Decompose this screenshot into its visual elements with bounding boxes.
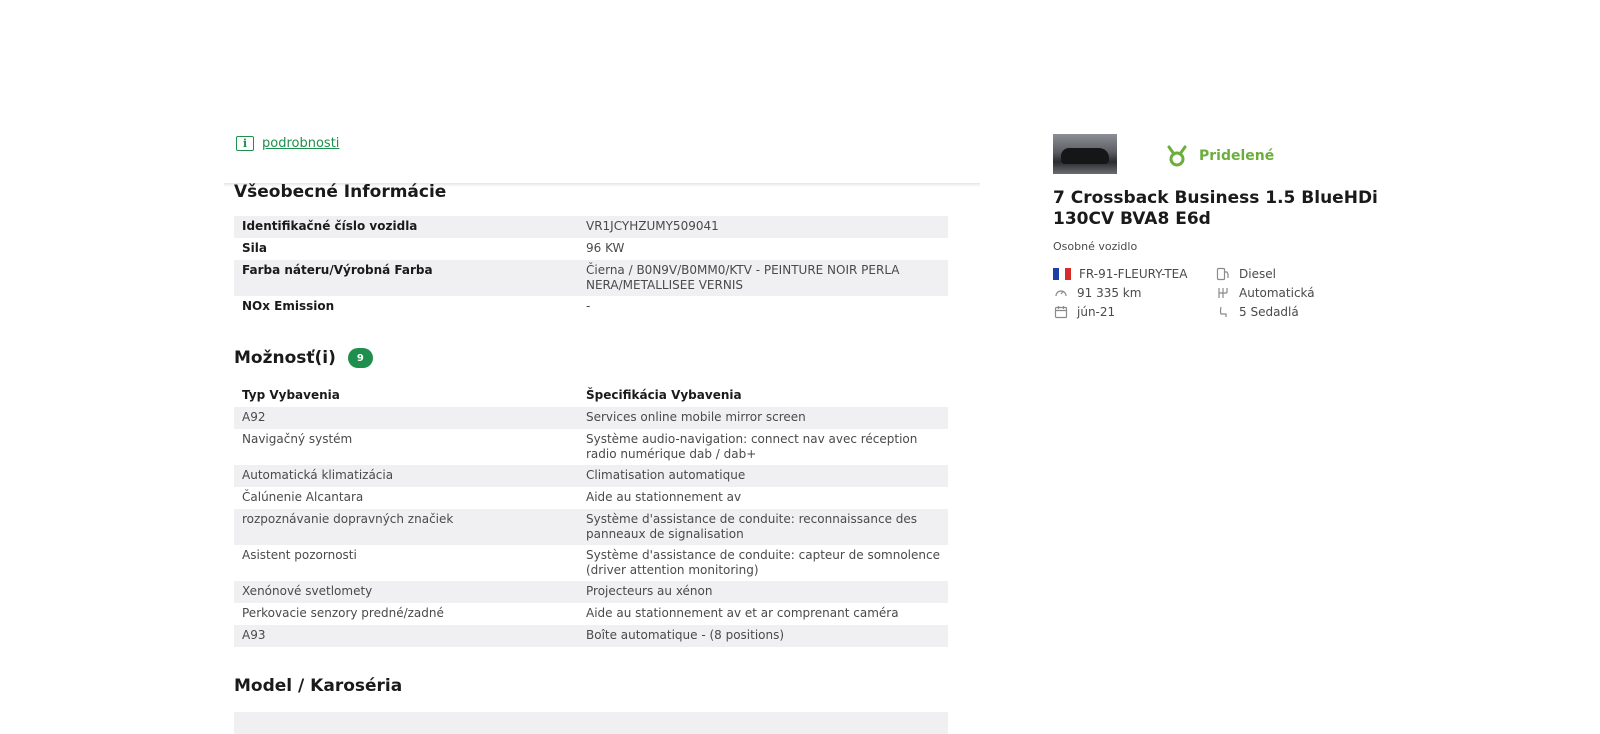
vehicle-type: Osobné vozidlo: [1053, 240, 1138, 253]
spec-row: [1053, 264, 1393, 283]
row-label: Farba náteru/Výrobná Farba: [242, 263, 433, 277]
option-spec: Climatisation automatique: [586, 468, 746, 482]
table-row: [234, 625, 948, 647]
row-label: Sila: [242, 241, 267, 255]
info-icon: i: [236, 136, 254, 151]
options-count-badge: 9: [348, 348, 373, 368]
option-spec: Projecteurs au xénon: [586, 584, 713, 598]
options-title: [234, 348, 373, 368]
table-row: [234, 216, 948, 238]
option-type: rozpoznávanie dopravných značiek: [242, 512, 454, 526]
seats-value: 5 Sedadlá: [1239, 304, 1299, 319]
row-value: Čierna / B0N9V/B0MM0/KTV - PEINTURE NOIR PERLA NERA/METALLISEE VERNIS: [586, 263, 900, 292]
table-row: [234, 545, 948, 581]
option-spec: Système d'assistance de conduite: reconnaissance des panneaux de signalisation: [586, 512, 918, 541]
spec-gearbox: [1215, 286, 1377, 300]
mileage-value: 91 335 km: [1077, 285, 1142, 300]
row-label: NOx Emission: [242, 299, 335, 313]
status-row: [1165, 144, 1274, 168]
row-value: [586, 715, 948, 731]
table-row: [234, 603, 948, 625]
option-type: A92: [242, 410, 266, 424]
table-row: [234, 238, 948, 260]
table-row: [234, 260, 948, 296]
gearbox-value: Automatická: [1239, 285, 1315, 300]
option-type: Xenónové svetlomety: [242, 584, 373, 598]
flag-fr-icon: [1053, 268, 1071, 280]
spec-mileage: [1053, 286, 1215, 300]
status-label: Pridelené: [1199, 148, 1275, 164]
fuel-value: Diesel: [1239, 266, 1276, 281]
table-row: [234, 509, 948, 545]
row-label: [234, 715, 586, 731]
row-value: VR1JCYHZUMY509041: [586, 219, 719, 233]
gearbox-icon: [1215, 286, 1231, 300]
details-link-row[interactable]: [236, 136, 339, 151]
row-value: 96 KW: [586, 241, 625, 255]
vehicle-title[interactable]: 7 Crossback Business 1.5 BlueHDi 130CV BVA8 E6d: [1053, 188, 1378, 229]
table-row: [234, 581, 948, 603]
option-type: Navigačný systém: [242, 432, 353, 446]
options-table: [234, 385, 948, 647]
car-silhouette: [1061, 148, 1109, 164]
award-ribbon-icon: [1165, 144, 1189, 168]
row-label: Identifikačné číslo vozidla: [242, 219, 418, 233]
date-value: jún-21: [1077, 304, 1116, 319]
option-spec: Aide au stationnement av et ar comprenant caméra: [586, 606, 899, 620]
options-title-text: Možnosť(i): [234, 348, 336, 368]
table-row: [234, 712, 948, 734]
calendar-icon: [1053, 305, 1069, 319]
spec-fuel: [1215, 267, 1377, 281]
spec-row: [1053, 302, 1393, 321]
fuel-pump-icon: [1215, 267, 1231, 281]
vehicle-summary-card: [1053, 134, 1413, 319]
option-spec: Système audio-navigation: connect nav avec réception radio numérique dab / dab+: [586, 432, 918, 461]
option-spec: Services online mobile mirror screen: [586, 410, 806, 424]
spec-seats: [1215, 305, 1377, 319]
plate-value: FR-91-FLEURY-TEA: [1079, 266, 1188, 281]
option-spec: Boîte automatique - (8 positions): [586, 628, 785, 642]
table-row: [234, 296, 948, 318]
vehicle-specs: [1053, 264, 1393, 321]
table-header-row: [234, 385, 948, 407]
option-type: Perkovacie senzory predné/zadné: [242, 606, 444, 620]
model-body-title: Model / Karoséria: [234, 676, 403, 696]
option-type: Asistent pozornosti: [242, 548, 357, 562]
vehicle-thumbnail[interactable]: [1053, 134, 1117, 174]
table-row: [234, 487, 948, 509]
option-spec: Système d'assistance de conduite: capteur de somnolence (driver attention monitoring): [586, 548, 940, 577]
details-link[interactable]: podrobnosti: [262, 136, 340, 151]
spec-row: [1053, 283, 1393, 302]
model-body-table: [234, 712, 948, 734]
general-info-title: Všeobecné Informácie: [234, 182, 447, 202]
odometer-icon: [1053, 286, 1069, 300]
seat-icon: [1215, 305, 1231, 319]
option-type: A93: [242, 628, 266, 642]
option-type: Čalúnenie Alcantara: [242, 490, 364, 504]
general-info-table: [234, 216, 948, 318]
spec-plate: [1053, 267, 1215, 281]
spec-registration-date: [1053, 305, 1215, 319]
option-type: Automatická klimatizácia: [242, 468, 394, 482]
table-row: [234, 465, 948, 487]
table-row: [234, 429, 948, 465]
column-header-type: Typ Vybavenia: [242, 388, 340, 402]
option-spec: Aide au stationnement av: [586, 490, 742, 504]
row-value: -: [586, 299, 591, 313]
column-header-spec: Špecifikácia Vybavenia: [586, 388, 742, 402]
table-row: [234, 407, 948, 429]
